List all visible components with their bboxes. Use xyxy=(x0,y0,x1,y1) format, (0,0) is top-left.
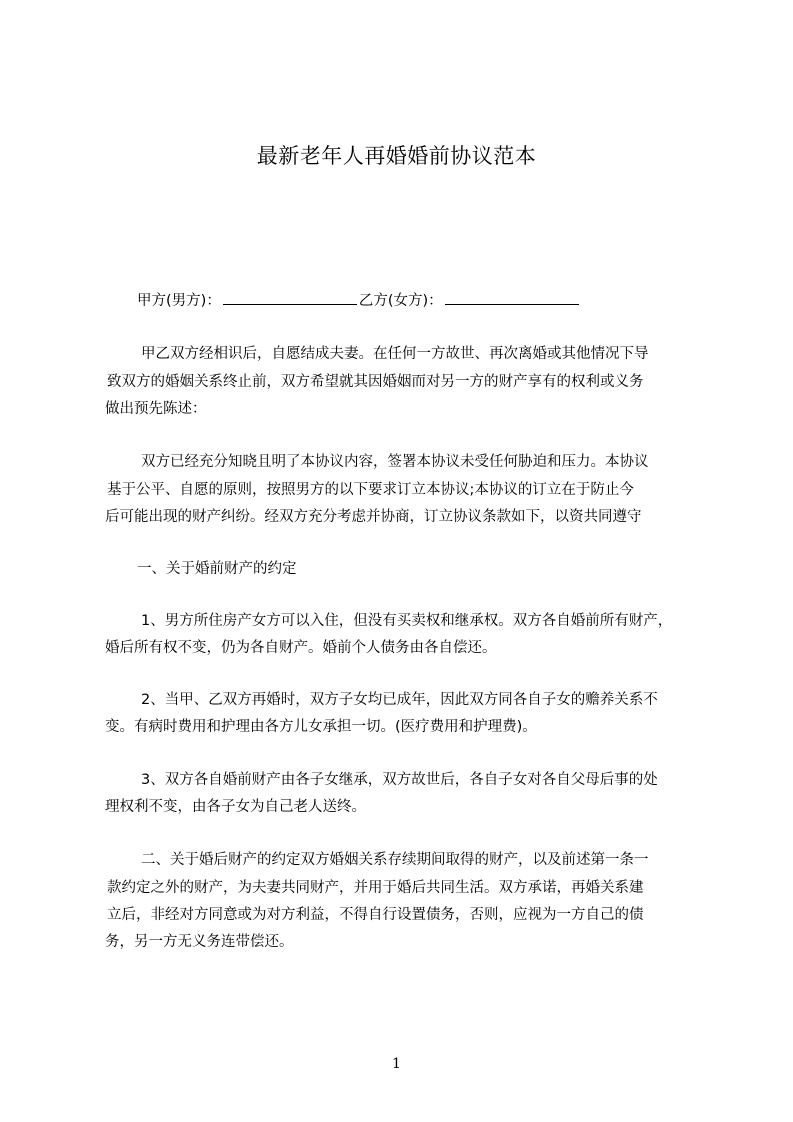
clause-1-line-1: 1、男方所住房产女方可以入住，但没有买卖权和继承权。双方各自婚前所有财产， xyxy=(141,613,673,629)
section-heading-premarital: 一、关于婚前财产的约定 xyxy=(137,561,297,577)
paragraph-intro-line-2: 致双方的婚姻关系终止前，双方希望就其因婚姻而对另一方的财产享有的权利或义务 xyxy=(107,374,644,390)
paragraph-intro-line-1: 甲乙双方经相识后，自愿结成夫妻。在任何一方故世、再次离婚或其他情况下导 xyxy=(141,346,649,362)
clause-3-line-1: 3、双方各自婚前财产由各子女继承，双方故世后，各自子女对各自父母后事的处 xyxy=(141,772,658,788)
paragraph-consent-line-2: 基于公平、自愿的原则，按照男方的以下要求订立本协议;本协议的订立在于防止今 xyxy=(107,482,634,498)
paragraph-consent-line-3: 后可能出现的财产纠纷。经双方充分考虑并协商，订立协议条款如下，以资共同遵守 xyxy=(105,509,642,525)
section-postmarital-line-2: 款约定之外的财产，为夫妻共同财产，并用于婚后共同生活。双方承诺，再婚关系建 xyxy=(107,880,644,896)
clause-3-line-2: 理权利不变，由各子女为自己老人送终。 xyxy=(105,799,366,815)
clause-2-line-1: 2、当甲、乙双方再婚时，双方子女均已成年，因此双方同各自子女的赡养关系不 xyxy=(141,692,658,708)
section-postmarital-line-1: 二、关于婚后财产的约定双方婚姻关系存续期间取得的财产，以及前述第一条一 xyxy=(141,852,649,868)
clause-1-line-2: 婚后所有权不变，仍为各自财产。婚前个人债务由各自偿还。 xyxy=(105,640,497,656)
paragraph-consent-line-1: 双方已经充分知晓且明了本协议内容，签署本协议未受任何胁迫和压力。本协议 xyxy=(141,454,649,470)
party-a-blank xyxy=(223,289,357,305)
clause-2-line-2: 变。有病时费用和护理由各方儿女承担一切。(医疗费用和护理费)。 xyxy=(105,719,537,735)
party-b-label: 乙方(女方)： xyxy=(358,293,443,309)
page-number: 1 xyxy=(392,1056,401,1072)
section-postmarital-line-4: 务，另一方无义务连带偿还。 xyxy=(105,934,294,950)
party-a-label: 甲方(男方)： xyxy=(137,293,221,309)
paragraph-intro-line-3: 做出预先陈述： xyxy=(105,401,207,417)
parties-line xyxy=(137,289,581,312)
document-title: 最新老年人再婚婚前协议范本 xyxy=(256,144,537,168)
section-postmarital-line-3: 立后，非经对方同意或为对方利益，不得自行设置债务，否则，应视为一方自己的债 xyxy=(107,907,644,923)
party-b-blank xyxy=(445,289,579,305)
